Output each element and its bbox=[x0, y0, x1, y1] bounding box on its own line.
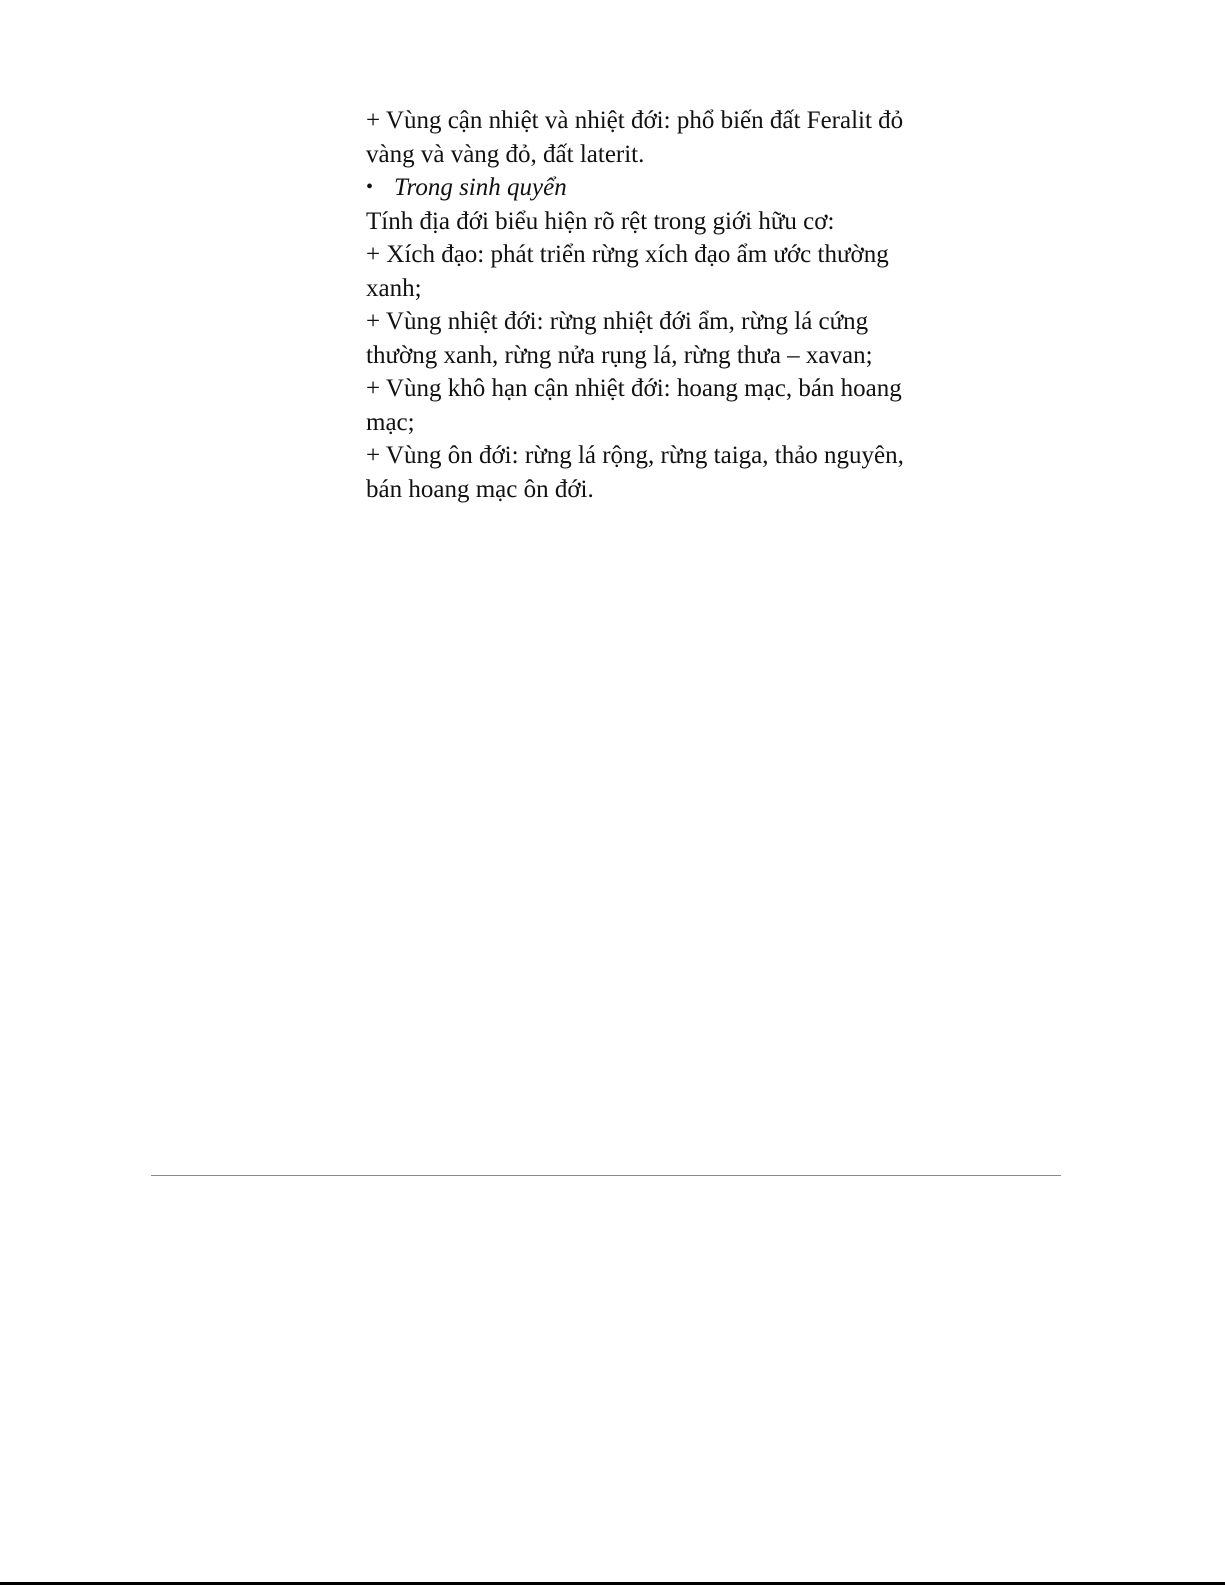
text-line: + Vùng nhiệt đới: rừng nhiệt đới ẩm, rừng lá cứng bbox=[366, 308, 869, 335]
text-line: bán hoang mạc ôn đới. bbox=[366, 475, 594, 503]
text-line: vàng và vàng đỏ, đất laterit. bbox=[366, 140, 645, 168]
document-body bbox=[366, 104, 966, 506]
text-line: xanh; bbox=[366, 274, 422, 302]
page-divider bbox=[151, 1175, 1061, 1176]
bullet-item bbox=[366, 171, 966, 205]
text-line: + Vùng khô hạn cận nhiệt đới: hoang mạc, bán hoang bbox=[366, 375, 902, 402]
text-line: + Xích đạo: phát triển rừng xích đạo ẩm ước thường bbox=[366, 241, 889, 268]
text-line: Tính địa đới biểu hiện rõ rệt trong giới hữu cơ: bbox=[366, 207, 835, 235]
bullet-heading: Trong sinh quyển bbox=[394, 174, 567, 201]
text-line: + Vùng cận nhiệt và nhiệt đới: phổ biến đất Feralit đỏ bbox=[366, 107, 904, 134]
text-line: + Vùng ôn đới: rừng lá rộng, rừng taiga, thảo nguyên, bbox=[366, 442, 904, 469]
text-line: mạc; bbox=[366, 408, 415, 436]
text-line: thường xanh, rừng nửa rụng lá, rừng thưa – xavan; bbox=[366, 341, 873, 369]
bullet-icon: • bbox=[366, 176, 374, 198]
